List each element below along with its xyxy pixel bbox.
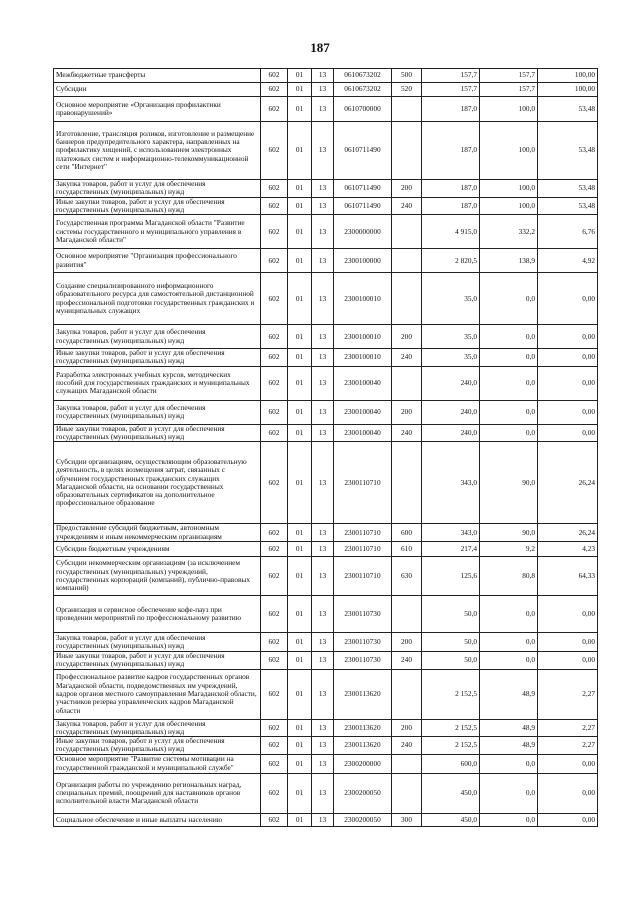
cell-name: Закупка товаров, работ и услуг для обеспечения государственных (муниципальных) нужд [54,719,261,737]
cell-vr [392,273,422,325]
cell-rz: 01 [288,400,312,424]
cell-ved: 602 [261,122,288,180]
cell-pr: 13 [312,122,334,180]
budget-table [53,68,598,827]
cell-name: Иные закупки товаров, работ и услуг для обеспечения государственных (муниципальных) нужд [54,197,261,215]
cell-vr: 600 [392,524,422,542]
cell-rz: 01 [288,524,312,542]
cell-vr [392,442,422,524]
table-row [54,669,598,719]
cell-name: Иные закупки товаров, работ и услуг для обеспечения государственных (муниципальных) нужд [54,349,261,367]
table-row [54,651,598,669]
cell-vr: 200 [392,719,422,737]
cell-pr: 13 [312,83,334,97]
cell-pr: 13 [312,524,334,542]
cell-fact: 48,9 [480,737,538,755]
cell-pr: 13 [312,556,334,595]
cell-plan: 217,4 [422,541,480,556]
cell-name: Создание специализированного информационного образовательного ресурса для самостоятельной дистанционной профессиональной подготовки государственных гражданских и муниципальных служащих [54,273,261,325]
table-row [54,595,598,632]
cell-csr: 2300110710 [334,524,392,542]
table-row [54,215,598,249]
cell-pr: 13 [312,669,334,719]
cell-rz: 01 [288,325,312,349]
cell-ved: 602 [261,197,288,215]
cell-name: Профессиональное развитие кадров государственных органов Магаданской области, подведомственных им учреждений, кадров органов местного самоуправления Магаданской области, участников резерва управленческих кадров Магаданской области [54,669,261,719]
cell-ved: 602 [261,595,288,632]
cell-name: Субсидии некоммерческим организациям (за исключением государственных (муниципальных) учреждений, государственных корпораций (компаний), публично-правовых компаний) [54,556,261,595]
cell-rz: 01 [288,651,312,669]
cell-ved: 602 [261,669,288,719]
table-row [54,632,598,651]
cell-pr: 13 [312,541,334,556]
cell-ved: 602 [261,273,288,325]
cell-percent: 100,00 [538,69,598,83]
cell-pr: 13 [312,651,334,669]
cell-ved: 602 [261,632,288,651]
cell-rz: 01 [288,197,312,215]
cell-vr: 630 [392,556,422,595]
cell-vr: 200 [392,180,422,198]
cell-csr: 2300113620 [334,669,392,719]
cell-vr [392,595,422,632]
cell-percent: 0,00 [538,424,598,442]
cell-percent: 0,00 [538,595,598,632]
cell-fact: 0,0 [480,632,538,651]
cell-pr: 13 [312,632,334,651]
cell-plan: 600,0 [422,754,480,773]
cell-percent: 53,48 [538,197,598,215]
cell-vr: 240 [392,737,422,755]
cell-csr: 2300110730 [334,595,392,632]
table-row [54,197,598,215]
cell-csr: 2300110730 [334,651,392,669]
cell-ved: 602 [261,773,288,813]
cell-rz: 01 [288,541,312,556]
cell-vr: 200 [392,325,422,349]
cell-percent: 53,48 [538,122,598,180]
cell-ved: 602 [261,366,288,400]
cell-percent: 0,00 [538,773,598,813]
cell-percent: 0,00 [538,754,598,773]
cell-rz: 01 [288,595,312,632]
cell-percent: 0,00 [538,366,598,400]
cell-plan: 343,0 [422,442,480,524]
cell-vr: 500 [392,69,422,83]
cell-plan: 2 820,5 [422,249,480,273]
cell-fact: 157,7 [480,69,538,83]
cell-csr: 2300100000 [334,249,392,273]
cell-vr: 300 [392,813,422,826]
cell-rz: 01 [288,754,312,773]
cell-percent: 26,24 [538,524,598,542]
cell-percent: 53,48 [538,180,598,198]
cell-pr: 13 [312,442,334,524]
cell-vr [392,122,422,180]
cell-name: Основное мероприятие "Развитие системы мотивации на государственной гражданской и муниципальной службе" [54,754,261,773]
cell-csr: 0610711490 [334,197,392,215]
cell-percent: 0,00 [538,651,598,669]
cell-name: Основное мероприятие "Организация профессионального развития" [54,249,261,273]
cell-percent: 4,23 [538,541,598,556]
cell-plan: 343,0 [422,524,480,542]
cell-rz: 01 [288,632,312,651]
cell-fact: 80,8 [480,556,538,595]
cell-name: Иные закупки товаров, работ и услуг для обеспечения государственных (муниципальных) нужд [54,651,261,669]
cell-rz: 01 [288,737,312,755]
cell-csr: 0610673202 [334,69,392,83]
cell-csr: 0610700000 [334,97,392,122]
cell-fact: 0,0 [480,651,538,669]
cell-fact: 90,0 [480,524,538,542]
page-number: 187 [310,40,330,55]
cell-percent: 0,00 [538,273,598,325]
cell-percent: 6,76 [538,215,598,249]
cell-plan: 4 915,0 [422,215,480,249]
cell-percent: 0,00 [538,325,598,349]
cell-name: Иные закупки товаров, работ и услуг для обеспечения государственных (муниципальных) нужд [54,737,261,755]
cell-plan: 187,0 [422,122,480,180]
table-row [54,366,598,400]
cell-pr: 13 [312,180,334,198]
table-row [54,180,598,198]
cell-rz: 01 [288,349,312,367]
cell-percent: 0,00 [538,813,598,826]
cell-plan: 157,7 [422,83,480,97]
cell-plan: 187,0 [422,97,480,122]
cell-plan: 450,0 [422,773,480,813]
cell-ved: 602 [261,754,288,773]
table-row [54,424,598,442]
cell-percent: 2,27 [538,719,598,737]
table-row [54,442,598,524]
cell-rz: 01 [288,122,312,180]
cell-ved: 602 [261,737,288,755]
table-row [54,83,598,97]
cell-ved: 602 [261,69,288,83]
cell-rz: 01 [288,556,312,595]
cell-csr: 2300100010 [334,325,392,349]
cell-fact: 100,0 [480,97,538,122]
cell-pr: 13 [312,400,334,424]
cell-vr [392,754,422,773]
cell-pr: 13 [312,773,334,813]
table-row [54,541,598,556]
table-row [54,349,598,367]
table-row [54,122,598,180]
cell-pr: 13 [312,349,334,367]
cell-csr: 2300000000 [334,215,392,249]
cell-fact: 0,0 [480,400,538,424]
cell-ved: 602 [261,180,288,198]
cell-ved: 602 [261,719,288,737]
cell-vr: 200 [392,632,422,651]
cell-name: Субсидии организациям, осуществляющим образовательную деятельность, в целях возмещения затрат, связанных с обучением государственных гражданских служащих Магаданской области, на основании государственных образовательных сертификатов на дополнительное профессиональное образование [54,442,261,524]
cell-ved: 602 [261,651,288,669]
cell-fact: 48,9 [480,719,538,737]
cell-fact: 157,7 [480,83,538,97]
cell-fact: 0,0 [480,754,538,773]
cell-name: Иные закупки товаров, работ и услуг для обеспечения государственных (муниципальных) нужд [54,424,261,442]
cell-ved: 602 [261,97,288,122]
cell-plan: 2 152,5 [422,669,480,719]
cell-csr: 2300200050 [334,813,392,826]
table-row [54,737,598,755]
cell-ved: 602 [261,541,288,556]
cell-name: Закупка товаров, работ и услуг для обеспечения государственных (муниципальных) нужд [54,632,261,651]
cell-vr: 240 [392,197,422,215]
cell-percent: 0,00 [538,400,598,424]
cell-pr: 13 [312,325,334,349]
cell-fact: 100,0 [480,180,538,198]
cell-plan: 50,0 [422,632,480,651]
cell-vr: 240 [392,651,422,669]
cell-rz: 01 [288,215,312,249]
table-row [54,719,598,737]
table-row [54,813,598,826]
cell-pr: 13 [312,754,334,773]
cell-csr: 2300100010 [334,349,392,367]
cell-name: Предоставление субсидий бюджетным, автономным учреждениям и иным некоммерческим организациям [54,524,261,542]
cell-rz: 01 [288,249,312,273]
cell-vr: 240 [392,424,422,442]
cell-name: Организация и сервисное обеспечение кофе-пауз при проведении мероприятий по профессиональному развитию [54,595,261,632]
cell-rz: 01 [288,97,312,122]
table-row [54,273,598,325]
cell-pr: 13 [312,366,334,400]
cell-ved: 602 [261,424,288,442]
cell-rz: 01 [288,773,312,813]
cell-plan: 450,0 [422,813,480,826]
cell-fact: 0,0 [480,366,538,400]
cell-plan: 50,0 [422,651,480,669]
cell-ved: 602 [261,215,288,249]
cell-rz: 01 [288,424,312,442]
cell-percent: 2,27 [538,737,598,755]
cell-fact: 332,2 [480,215,538,249]
cell-rz: 01 [288,273,312,325]
cell-ved: 602 [261,249,288,273]
cell-percent: 64,33 [538,556,598,595]
cell-name: Закупка товаров, работ и услуг для обеспечения государственных (муниципальных) нужд [54,325,261,349]
cell-csr: 0610673202 [334,83,392,97]
cell-plan: 2 152,5 [422,719,480,737]
cell-plan: 240,0 [422,424,480,442]
table-row [54,556,598,595]
cell-vr [392,366,422,400]
table-row [54,773,598,813]
cell-rz: 01 [288,69,312,83]
cell-csr: 2300110710 [334,541,392,556]
cell-ved: 602 [261,556,288,595]
cell-vr [392,249,422,273]
cell-csr: 2300110710 [334,442,392,524]
table-row [54,69,598,83]
cell-fact: 48,9 [480,669,538,719]
cell-csr: 0610711490 [334,122,392,180]
table-row [54,325,598,349]
table-row [54,97,598,122]
cell-vr [392,773,422,813]
cell-ved: 602 [261,813,288,826]
cell-vr [392,97,422,122]
cell-vr [392,215,422,249]
cell-percent: 53,48 [538,97,598,122]
cell-rz: 01 [288,719,312,737]
cell-percent: 0,00 [538,632,598,651]
cell-ved: 602 [261,349,288,367]
cell-plan: 50,0 [422,595,480,632]
cell-name: Организация работы по учреждению региональных наград, специальных премий, поощрений для наставников органов исполнительной власти Магаданской области [54,773,261,813]
cell-name: Социальное обеспечение и иные выплаты населению [54,813,261,826]
cell-pr: 13 [312,737,334,755]
table-row [54,754,598,773]
cell-pr: 13 [312,69,334,83]
cell-rz: 01 [288,442,312,524]
cell-name: Закупка товаров, работ и услуг для обеспечения государственных (муниципальных) нужд [54,400,261,424]
cell-vr: 240 [392,349,422,367]
cell-fact: 100,0 [480,122,538,180]
cell-rz: 01 [288,83,312,97]
cell-rz: 01 [288,180,312,198]
cell-name: Закупка товаров, работ и услуг для обеспечения государственных (муниципальных) нужд [54,180,261,198]
cell-rz: 01 [288,813,312,826]
cell-plan: 2 152,5 [422,737,480,755]
cell-fact: 0,0 [480,273,538,325]
cell-csr: 2300110730 [334,632,392,651]
cell-vr: 200 [392,400,422,424]
cell-csr: 2300100040 [334,366,392,400]
cell-csr: 2300100010 [334,273,392,325]
cell-pr: 13 [312,813,334,826]
cell-fact: 9,2 [480,541,538,556]
cell-vr: 610 [392,541,422,556]
cell-ved: 602 [261,400,288,424]
cell-plan: 125,6 [422,556,480,595]
cell-fact: 90,0 [480,442,538,524]
cell-name: Государственная программа Магаданской области "Развитие системы государственного и муниципального управления в Магаданской области" [54,215,261,249]
budget-table-body [54,69,598,827]
cell-pr: 13 [312,249,334,273]
cell-ved: 602 [261,524,288,542]
cell-plan: 187,0 [422,180,480,198]
cell-csr: 2300113620 [334,719,392,737]
cell-csr: 2300100040 [334,424,392,442]
cell-fact: 0,0 [480,325,538,349]
cell-fact: 0,0 [480,813,538,826]
cell-percent: 26,24 [538,442,598,524]
cell-ved: 602 [261,442,288,524]
cell-fact: 138,9 [480,249,538,273]
cell-vr: 520 [392,83,422,97]
cell-name: Изготовление, трансляция роликов, изготовление и размещение баннеров предупредительного характера, направленных на профилактику хищений, с использованием электронных платежных систем и информационно-телекоммуникационной сети "Интернет" [54,122,261,180]
cell-pr: 13 [312,595,334,632]
cell-pr: 13 [312,424,334,442]
cell-fact: 0,0 [480,349,538,367]
cell-percent: 4,92 [538,249,598,273]
cell-fact: 100,0 [480,197,538,215]
cell-fact: 0,0 [480,773,538,813]
cell-plan: 240,0 [422,400,480,424]
cell-percent: 2,27 [538,669,598,719]
cell-csr: 2300200050 [334,773,392,813]
cell-pr: 13 [312,197,334,215]
cell-name: Субсидии бюджетным учреждениям [54,541,261,556]
cell-plan: 157,7 [422,69,480,83]
cell-csr: 2300110710 [334,556,392,595]
cell-plan: 35,0 [422,273,480,325]
cell-ved: 602 [261,83,288,97]
cell-rz: 01 [288,366,312,400]
cell-ved: 602 [261,325,288,349]
cell-plan: 35,0 [422,325,480,349]
cell-pr: 13 [312,273,334,325]
cell-fact: 0,0 [480,424,538,442]
cell-name: Разработка электронных учебных курсов, методических пособий для государственных гражданских и муниципальных служащих Магаданской области [54,366,261,400]
table-row [54,524,598,542]
cell-vr [392,669,422,719]
cell-csr: 0610711490 [334,180,392,198]
cell-name: Основное мероприятие «Организация профилактики правонарушений» [54,97,261,122]
cell-plan: 35,0 [422,349,480,367]
cell-pr: 13 [312,97,334,122]
cell-rz: 01 [288,669,312,719]
cell-plan: 187,0 [422,197,480,215]
cell-csr: 2300113620 [334,737,392,755]
table-row [54,249,598,273]
cell-fact: 0,0 [480,595,538,632]
cell-percent: 100,00 [538,83,598,97]
cell-plan: 240,0 [422,366,480,400]
cell-pr: 13 [312,215,334,249]
cell-csr: 2300200000 [334,754,392,773]
cell-percent: 0,00 [538,349,598,367]
cell-csr: 2300100040 [334,400,392,424]
cell-pr: 13 [312,719,334,737]
cell-name: Субсидии [54,83,261,97]
table-row [54,400,598,424]
cell-name: Межбюджетные трансферты [54,69,261,83]
